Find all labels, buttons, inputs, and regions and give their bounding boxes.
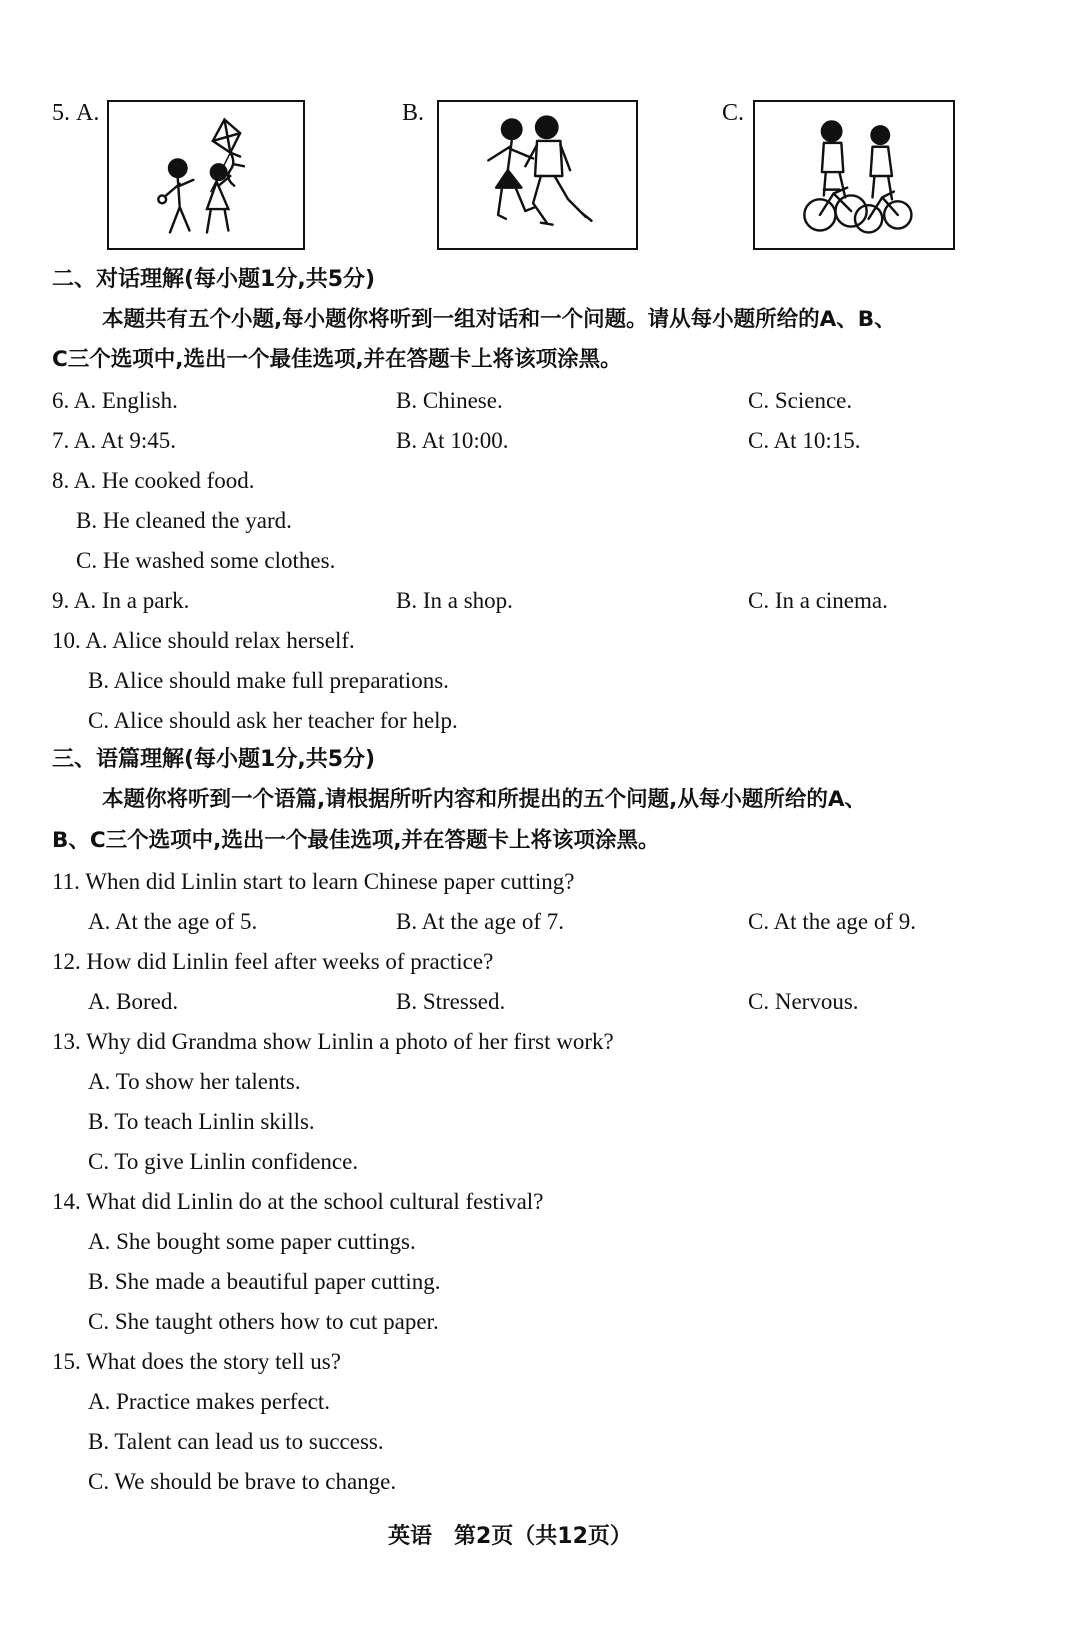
q7-option-c: C. At 10:15. [748, 428, 861, 453]
q12-option-b: B. Stressed. [396, 989, 506, 1014]
q14-option-b: B. She made a beautiful paper cutting. [88, 1269, 441, 1294]
q11-option-b: B. At the age of 7. [396, 909, 564, 934]
q5-number: 5. [52, 100, 70, 126]
q15-option-c: C. We should be brave to change. [88, 1469, 397, 1494]
q5-option-a-letter: A. [76, 100, 100, 126]
q15-option-b: B. Talent can lead us to success. [88, 1429, 384, 1454]
q7-option-a: 7. A. At 9:45. [52, 428, 176, 453]
q13-question: 13. Why did Grandma show Linlin a photo of her first work? [52, 1029, 614, 1054]
q14-question: 14. What did Linlin do at the school cultural festival? [52, 1189, 544, 1214]
q9-option-a: 9. A. In a park. [52, 588, 190, 613]
q8-option-a: 8. A. He cooked food. [52, 468, 255, 493]
q14-option-a: A. She bought some paper cuttings. [88, 1229, 416, 1254]
q13-option-b: B. To teach Linlin skills. [88, 1109, 315, 1134]
section3-heading: 三、语篇理解(每小题1分,共5分) [52, 747, 376, 772]
q9-option-b: B. In a shop. [396, 588, 513, 613]
kids-flying-kite-icon [107, 100, 305, 250]
q15-question: 15. What does the story tell us? [52, 1349, 341, 1374]
section2-heading: 二、对话理解(每小题1分,共5分) [52, 267, 376, 292]
q12-option-c: C. Nervous. [748, 989, 859, 1014]
q12-question: 12. How did Linlin feel after weeks of practice? [52, 949, 494, 974]
q5-option-c-letter: C. [722, 100, 745, 126]
q12-option-a: A. Bored. [88, 989, 179, 1014]
q5-picture-options [0, 92, 1080, 262]
q6-option-c: C. Science. [748, 388, 853, 413]
q7-option-b: B. At 10:00. [396, 428, 509, 453]
section2-instruction-line2: C三个选项中,选出一个最佳选项,并在答题卡上将该项涂黑。 [52, 347, 622, 372]
q15-option-a: A. Practice makes perfect. [88, 1389, 331, 1414]
q13-option-c: C. To give Linlin confidence. [88, 1149, 359, 1174]
page-footer: 英语 第2页（共12页） [388, 1524, 632, 1549]
section3-instruction-line2: B、C三个选项中,选出一个最佳选项,并在答题卡上将该项涂黑。 [52, 828, 660, 853]
q10-option-c: C. Alice should ask her teacher for help. [88, 708, 458, 733]
kids-running-icon [437, 100, 638, 250]
q9-option-c: C. In a cinema. [748, 588, 888, 613]
q10-option-a: 10. A. Alice should relax herself. [52, 628, 355, 653]
section2-instruction-line1: 本题共有五个小题,每小题你将听到一组对话和一个问题。请从每小题所给的A、B、 [102, 307, 896, 332]
q11-option-a: A. At the age of 5. [88, 909, 258, 934]
q5-option-b-letter: B. [402, 100, 425, 126]
q11-option-c: C. At the age of 9. [748, 909, 916, 934]
q14-option-c: C. She taught others how to cut paper. [88, 1309, 439, 1334]
q11-question: 11. When did Linlin start to learn Chinese paper cutting? [52, 869, 575, 894]
q8-option-c: C. He washed some clothes. [76, 548, 336, 573]
section3-instruction-line1: 本题你将听到一个语篇,请根据所听内容和所提出的五个问题,从每小题所给的A、 [102, 787, 866, 812]
q13-option-a: A. To show her talents. [88, 1069, 301, 1094]
q6-option-b: B. Chinese. [396, 388, 503, 413]
q8-option-b: B. He cleaned the yard. [76, 508, 292, 533]
q10-option-b: B. Alice should make full preparations. [88, 668, 449, 693]
q6-option-a: 6. A. English. [52, 388, 178, 413]
kids-riding-bikes-icon [753, 100, 955, 250]
